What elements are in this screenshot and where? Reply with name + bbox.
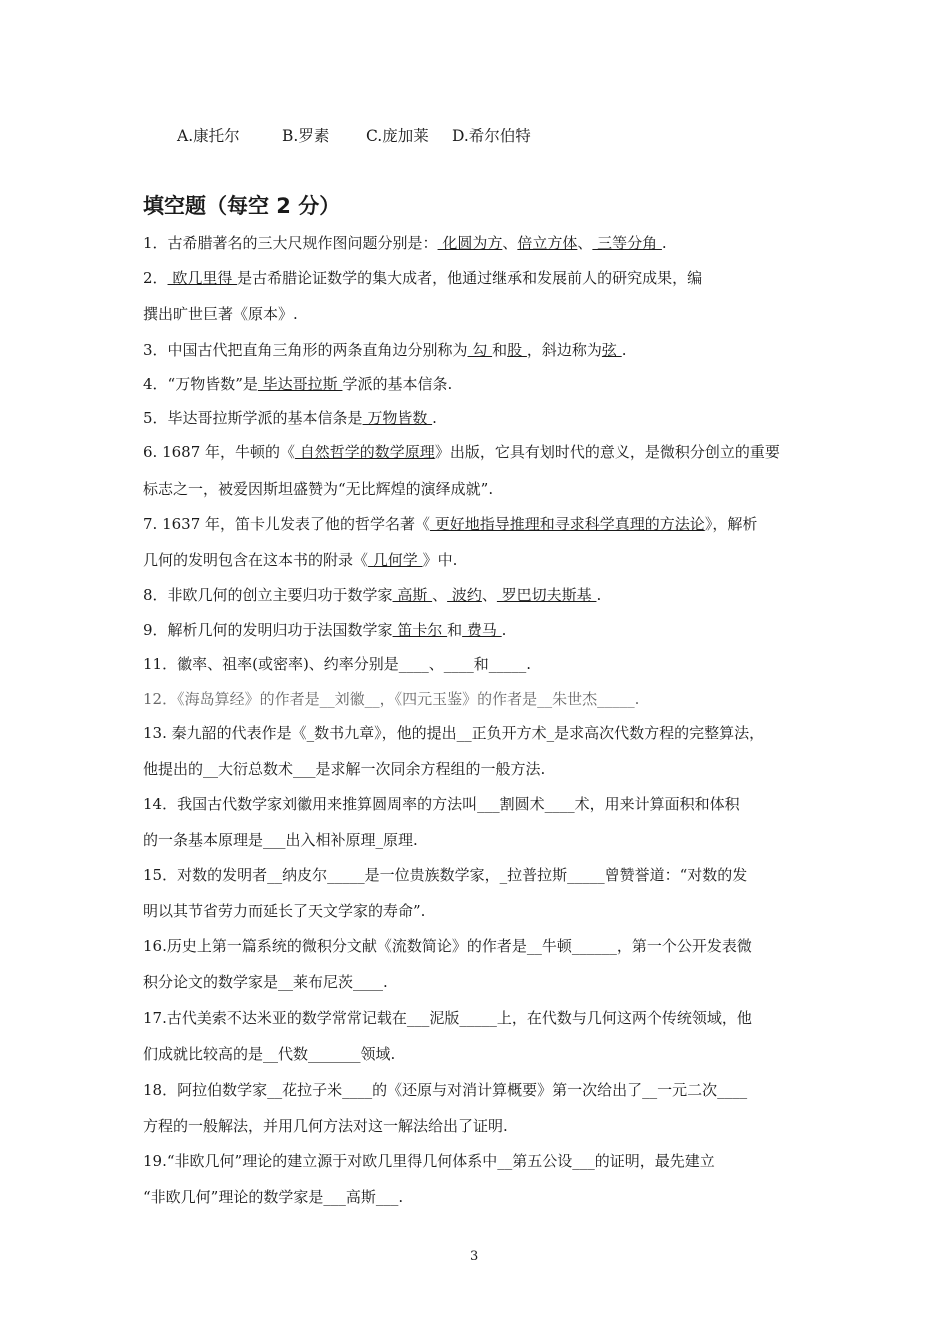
- question-15-cont: 明以其节省劳力而延长了天文学家的寿命”.: [143, 902, 426, 920]
- multiple-choice-options: [177, 124, 531, 146]
- page-number: 3: [470, 1249, 479, 1264]
- option-d: D.希尔伯特: [452, 127, 531, 145]
- question-16: 16.历史上第一篇系统的微积分文献《流数简论》的作者是__牛顿______，第一个公开发表微: [143, 937, 752, 955]
- question-4: 4．“万物皆数”是 毕达哥拉斯 学派的基本信条.: [143, 375, 453, 393]
- question-14: 14．我国古代数学家刘徽用来推算圆周率的方法叫___割圆术____术，用来计算面积和体积: [143, 795, 740, 813]
- question-11: 11．徽率、祖率(或密率)、约率分别是____、____和_____.: [143, 655, 532, 673]
- question-12: 12．《海岛算经》的作者是__刘徽__，《四元玉鉴》的作者是__朱世杰_____.: [143, 690, 640, 708]
- question-13: 13. 秦九韶的代表作是《_数书九章》，他的提出__正负开方术_是求高次代数方程的完整算法，: [143, 724, 765, 742]
- question-8: 8．非欧几何的创立主要归功于数学家 高斯 、 波约、 罗巴切夫斯基 .: [143, 586, 602, 604]
- question-16-cont: 积分论文的数学家是__莱布尼茨____.: [143, 973, 388, 991]
- question-19: 19.“非欧几何”理论的建立源于对欧几里得几何体系中__第五公设___的证明，最先建立: [143, 1152, 715, 1170]
- question-9: 9．解析几何的发明归功于法国数学家 笛卡尔 和 费马 .: [143, 621, 507, 639]
- question-17: 17.古代美索不达米亚的数学常常记载在___泥版_____上，在代数与几何这两个传统领域，他: [143, 1009, 752, 1027]
- question-2: 2． 欧几里得 是古希腊论证数学的集大成者，他通过继承和发展前人的研究成果，编: [143, 269, 703, 287]
- question-2-cont: 撰出旷世巨著《原本》.: [143, 305, 298, 323]
- question-7: 7. 1637 年，笛卡儿发表了他的哲学名著《 更好地指导推理和寻求科学真理的方法论》，解析: [143, 515, 758, 533]
- question-1: 1．古希腊著名的三大尺规作图问题分别是： 化圆为方、倍立方体、 三等分角 .: [143, 234, 667, 252]
- option-b: B.罗素: [282, 127, 330, 145]
- question-15: 15．对数的发明者__纳皮尔_____是一位贵族数学家，_拉普拉斯_____曾赞誉道：“对数的发: [143, 866, 748, 884]
- question-7-cont: 几何的发明包含在这本书的附录《 几何学 》中.: [143, 551, 458, 569]
- question-18: 18．阿拉伯数学家__花拉子米____的《还原与对消计算概要》第一次给出了__一元二次____: [143, 1081, 748, 1099]
- option-c: C.庞加莱: [366, 127, 429, 145]
- question-17-cont: 们成就比较高的是__代数_______领域.: [143, 1045, 396, 1063]
- question-14-cont: 的一条基本原理是___出入相补原理_原理.: [143, 831, 418, 849]
- question-5: 5．毕达哥拉斯学派的基本信条是 万物皆数 .: [143, 409, 437, 427]
- option-a: A.康托尔: [177, 127, 240, 145]
- question-13-cont: 他提出的__大衍总数术___是求解一次同余方程组的一般方法.: [143, 760, 546, 778]
- question-18-cont: 方程的一般解法，并用几何方法对这一解法给出了证明.: [143, 1117, 508, 1135]
- question-6-cont: 标志之一，被爱因斯坦盛赞为“无比辉煌的演绎成就”.: [143, 480, 494, 498]
- question-19-cont: “非欧几何”理论的数学家是___高斯___.: [143, 1188, 404, 1206]
- question-6: 6. 1687 年，牛顿的《 自然哲学的数学原理》出版，它具有划时代的意义，是微积分创立的重要: [143, 443, 780, 461]
- question-3: 3．中国古代把直角三角形的两条直角边分别称为 勾 和股 ，斜边称为弦 .: [143, 341, 627, 359]
- section-heading: 填空题（每空 2 分）: [143, 194, 341, 218]
